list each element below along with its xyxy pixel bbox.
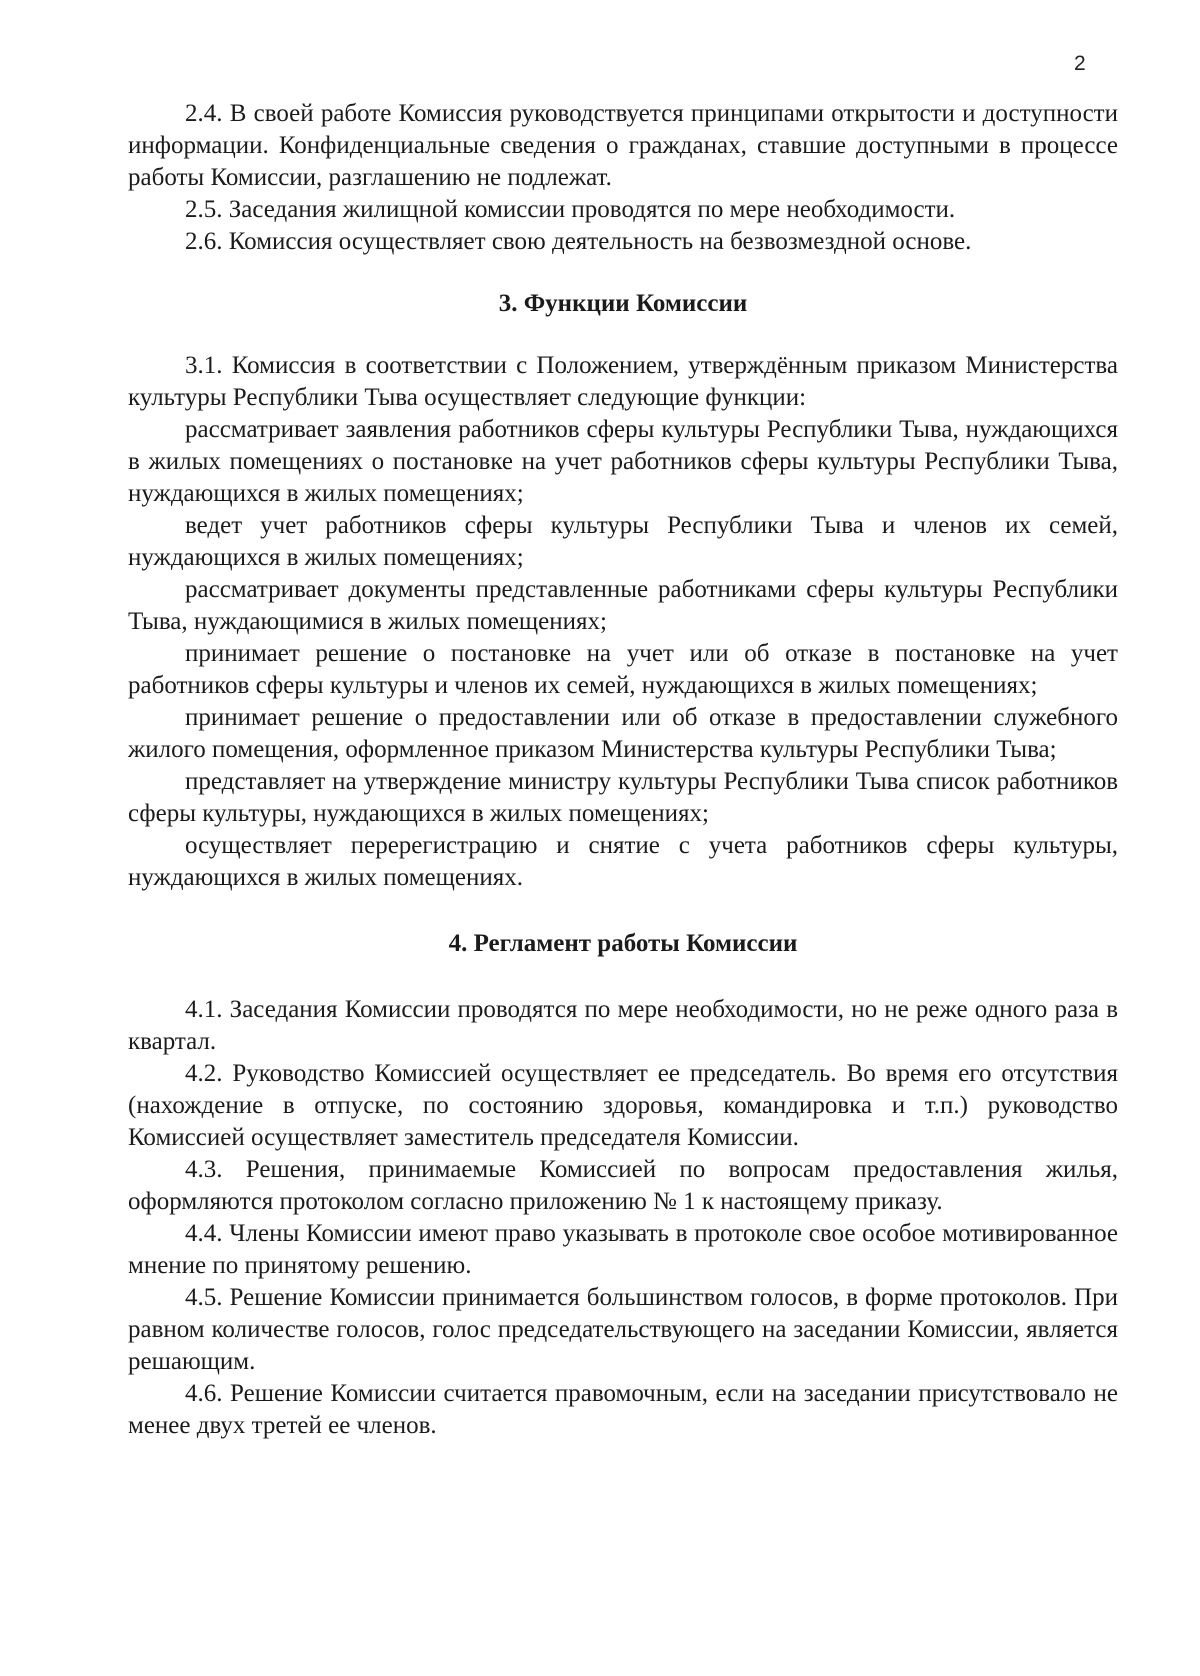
clause-4-4: 4.4. Члены Комиссии имеют право указывать в протоколе свое особое мотивированное мнение по принятому решению.: [128, 1220, 1118, 1279]
section-4-heading: 4. Регламент работы Комиссии: [448, 930, 798, 957]
clause-2-4: 2.4. В своей работе Комиссия руководствуется принципами открытости и доступности информации. Конфиденциальные сведения о гражданах, ставшие доступными в процессе работы Комиссии, разглашению не подлежат.: [128, 100, 1118, 191]
clause-4-5: 4.5. Решение Комиссии принимается большинством голосов, в форме протоколов. При равном количестве голосов, голос председательствующего на заседании Комиссии, является решающим.: [128, 1284, 1118, 1375]
clause-2-5: 2.5. Заседания жилищной комиссии проводятся по мере необходимости.: [185, 196, 956, 223]
clause-2-6: 2.6. Комиссия осуществляет свою деятельность на безвозмездной основе.: [185, 228, 972, 255]
page-number: 2: [1074, 52, 1086, 75]
document-body: [128, 98, 1118, 1442]
function-item: представляет на утверждение министру культуры Республики Тыва список работников сферы культуры, нуждающихся в жилых помещениях;: [128, 768, 1118, 827]
function-item: осуществляет перерегистрацию и снятие с учета работников сферы культуры, нуждающихся в жилых помещениях.: [128, 832, 1118, 891]
clause-4-3: 4.3. Решения, принимаемые Комиссией по вопросам предоставления жилья, оформляются протоколом согласно приложению № 1 к настоящему приказу.: [128, 1156, 1118, 1215]
function-item: принимает решение о предоставлении или об отказе в предоставлении служебного жилого помещения, оформленное приказом Министерства культуры Республики Тыва;: [128, 704, 1118, 763]
function-item: рассматривает документы представленные работниками сферы культуры Республики Тыва, нуждающимися в жилых помещениях;: [128, 576, 1118, 635]
clause-4-1: 4.1. Заседания Комиссии проводятся по мере необходимости, но не реже одного раза в квартал.: [128, 996, 1118, 1055]
function-item: рассматривает заявления работников сферы культуры Республики Тыва, нуждающихся в жилых помещениях о постановке на учет работников сферы культуры Республики Тыва, нуждающихся в жилых помещениях;: [128, 416, 1118, 507]
function-item: ведет учет работников сферы культуры Республики Тыва и членов их семей, нуждающихся в жилых помещениях;: [128, 512, 1118, 571]
section-3-heading: 3. Функции Комиссии: [498, 290, 748, 317]
clause-3-1: 3.1. Комиссия в соответствии с Положением, утверждённым приказом Министерства культуры Республики Тыва осуществляет следующие функции:: [128, 352, 1118, 411]
function-item: принимает решение о постановке на учет или об отказе в постановке на учет работников сферы культуры и членов их семей, нуждающихся в жилых помещениях;: [128, 640, 1118, 699]
clause-4-2: 4.2. Руководство Комиссией осуществляет ее председатель. Во время его отсутствия (нахождение в отпуске, по состоянию здоровья, командировка и т.п.) руководство Комиссией осуществляет заместитель председателя Комиссии.: [128, 1060, 1118, 1151]
clause-4-6: 4.6. Решение Комиссии считается правомочным, если на заседании присутствовало не менее двух третей ее членов.: [128, 1380, 1118, 1439]
